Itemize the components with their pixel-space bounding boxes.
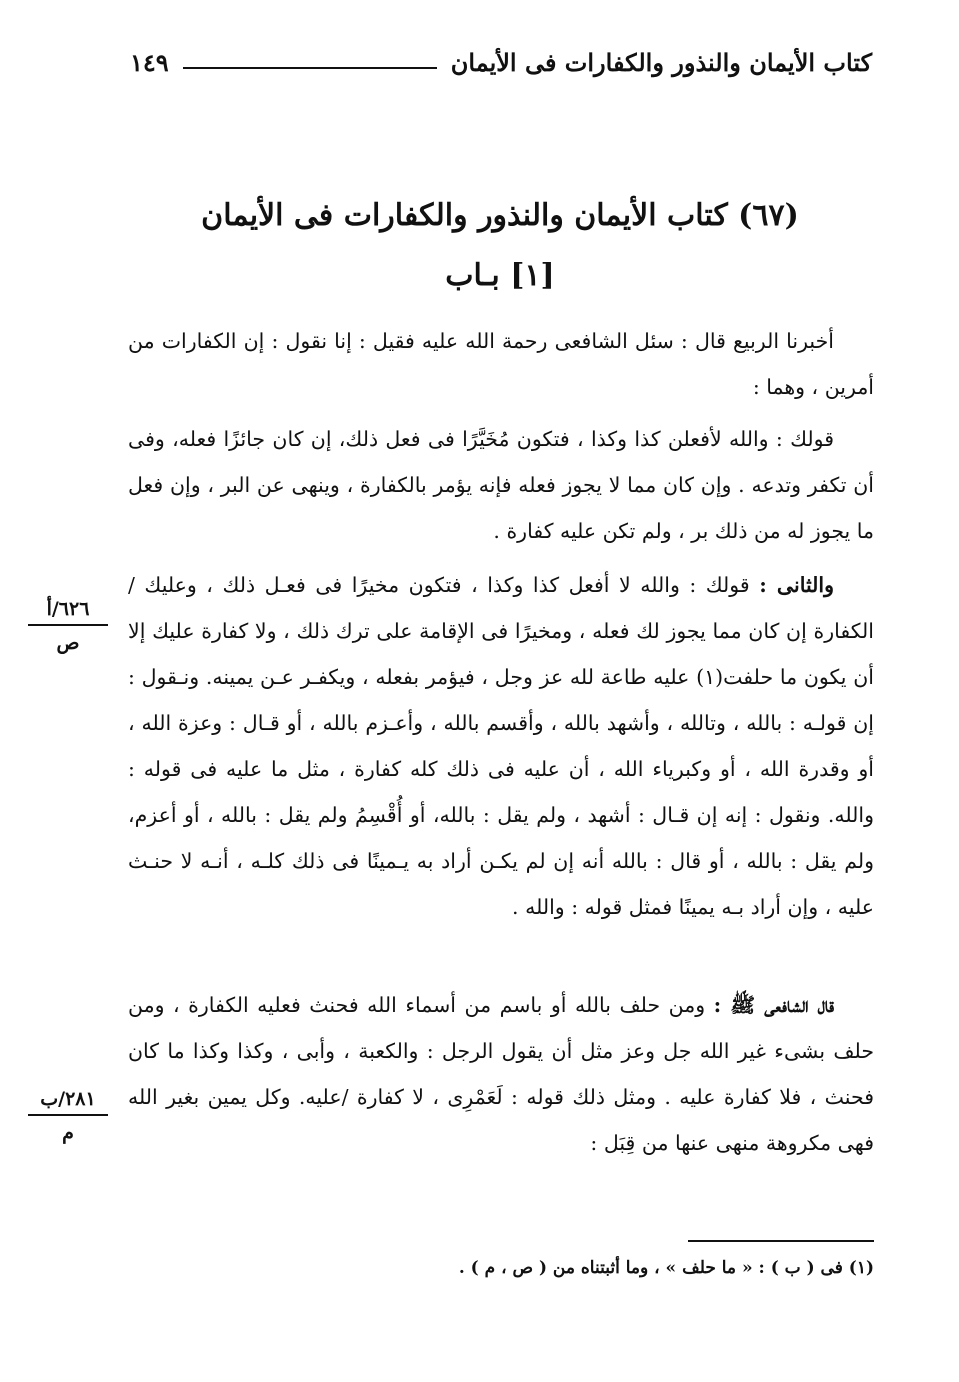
paragraph-4	[128, 982, 874, 1166]
margin-note-folio: ٢٨١/ب	[28, 1086, 108, 1116]
margin-note-folio: ٦٢٦/أ	[28, 596, 108, 626]
paragraph-lead: والثانى :	[759, 573, 834, 597]
paragraph-2	[128, 416, 874, 554]
paragraph-text	[128, 982, 874, 1166]
section-title: [١] بـاب	[445, 258, 555, 293]
paragraph-body: قولك : والله لا أفعل كذا وكذا ، فتكون مخيرًا فى فعـل ذلك ، وعليك / الكفارة إن كان مما يجوز لك فعله ، ومخيرًا فى الإقامة على ترك ذلك ، ولا كفارة عليك إلا أن يكون ما حلفت(١) عليه طاعة لله عز وجل ، فيؤمر بفعله ، ويكفـر عـن يمينه. ونـقول : إن قولـه : بالله ، وتالله ، وأشهد بالله ، وأقسم بالله ، وأعـزم بالله ، أو قـال : وعزة الله ، أو وقدرة الله ، أو وكبرياء الله ، أن عليه فى ذلك كله كفارة ، مثل ما عليه فى قوله : والله. ونقول : إنه إن قـال : أشهد ، ولم يقل : بالله، أو أُقْسِمُ ولم يقل : بالله ، أو أعزم، ولم يقل : بالله ، أو قال : بالله أنه إن لم يكـن أراد به يـمينًا فى ذلك كلـه ، أنـه لا حنـث عليه ، وإن أراد بـه يمينًا فمثل قوله : والله .	[128, 573, 875, 919]
footnote: (١) فى ( ب ) : « ما حلف » ، وما أثبتناه من ( ص ، م ) .	[458, 1258, 874, 1278]
margin-note-siglum: م	[62, 1122, 74, 1144]
paragraph-1	[128, 318, 874, 410]
running-header	[130, 42, 872, 82]
paragraph-3	[128, 562, 874, 930]
paragraph-text	[128, 562, 874, 930]
chapter-title: (٦٧) كتاب الأيمان والنذور والكفارات فى الأيمان	[201, 198, 799, 233]
paragraph-text: قولك : والله لأفعلن كذا وكذا ، فتكون مُخَيَّرًا فى فعل ذلك، إن كان جائزًا فعله، وفى أن تكفر وتدعه . وإن كان مما لا يجوز فعله فإنه يؤمر بالكفارة ، وينهى عن البر ، وإن فعل ما يجوز له من ذلك بر ، ولم تكن عليه كفارة .	[128, 427, 874, 543]
paragraph-body: ومن حلف بالله أو باسم من أسماء الله فحنث فعليه الكفارة ، ومن حلف بشىء غير الله جل وعز مثل أن يقول الرجل : والكعبة ، وأبى ، وكذا وكذا ما كان فحنث ، فلا كفارة عليه . ومثل ذلك قوله : لَعَمْرِى ، لا كفارة /عليه. وكل يمين بغير الله فهى مكروهة منهى عنها من قِبَل :	[128, 993, 874, 1155]
paragraph-lead: قال الشافعى ﷺ :	[713, 993, 834, 1017]
page-number: ١٤٩	[130, 47, 169, 77]
margin-note-siglum: ص	[56, 632, 80, 654]
header-rule	[183, 67, 437, 69]
footnote-rule	[688, 1240, 874, 1242]
margin-note-1	[28, 596, 108, 656]
margin-note-2	[28, 1086, 108, 1146]
running-header-title: كتاب الأيمان والنذور والكفارات فى الأيمان	[450, 47, 872, 77]
paragraph-text: أخبرنا الربيع قال : سئل الشافعى رحمة الله عليه فقيل : إنا نقول : إن الكفارات من أمرين ، وهما :	[128, 329, 874, 399]
